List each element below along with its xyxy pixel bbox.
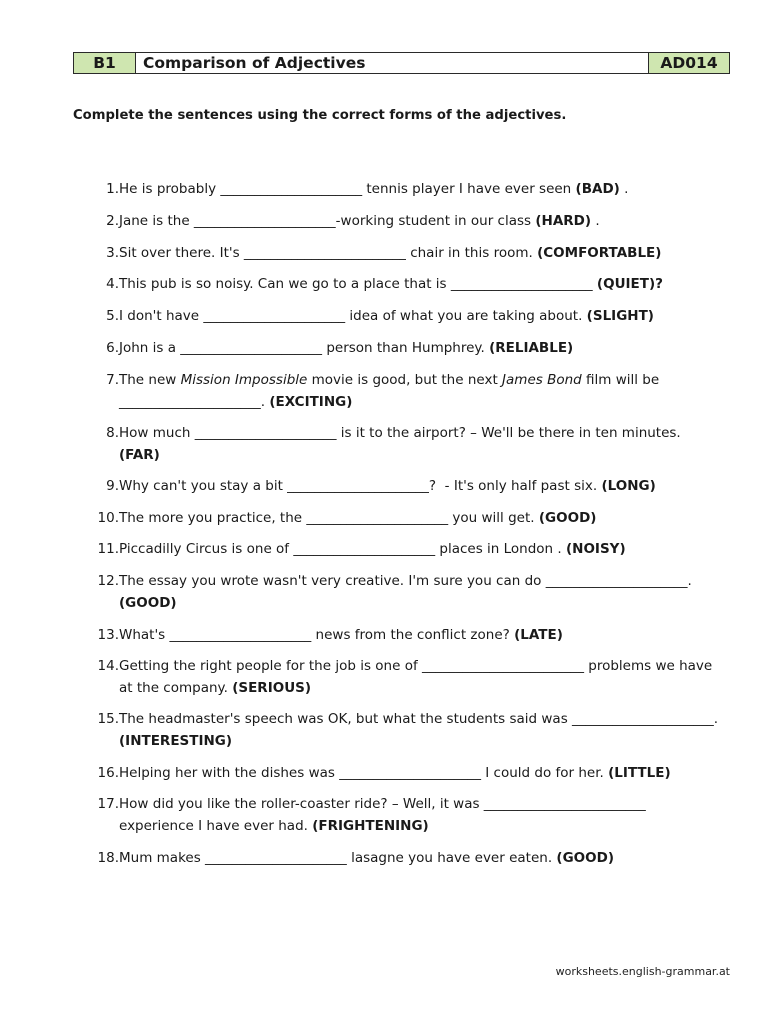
exercise-item: [73, 210, 723, 232]
exercise-item: [73, 242, 723, 264]
exercise-item: [73, 178, 723, 200]
item-number: 2.: [106, 213, 119, 229]
item-number: 18.: [97, 850, 119, 866]
exercise-item: [73, 655, 723, 699]
exercise-item: [73, 305, 723, 327]
item-number: 6.: [106, 340, 119, 356]
item-number: 7.: [106, 372, 119, 388]
worksheet-title: Comparison of Adjectives: [136, 53, 649, 73]
item-number: 8.: [106, 425, 119, 441]
item-number: 5.: [106, 308, 119, 324]
item-number: 10.: [97, 510, 119, 526]
item-sentence: Sit over there. It's ________________________ chair in this room. (COMFORTABLE): [119, 245, 662, 261]
instruction-text: Complete the sentences using the correct forms of the adjectives.: [73, 108, 567, 123]
exercise-item: [73, 369, 723, 413]
item-sentence: How much _____________________ is it to the airport? – We'll be there in ten minutes. (FAR): [119, 425, 681, 463]
item-sentence: Piccadilly Circus is one of _____________________ places in London . (NOISY): [119, 541, 626, 557]
item-sentence: This pub is so noisy. Can we go to a place that is _____________________ (QUIET)?: [119, 276, 663, 292]
level-badge: B1: [74, 53, 136, 73]
exercise-item: [73, 337, 723, 359]
item-sentence: The more you practice, the _____________________ you will get. (GOOD): [119, 510, 597, 526]
item-sentence: Mum makes _____________________ lasagne you have ever eaten. (GOOD): [119, 850, 614, 866]
item-number: 4.: [106, 276, 119, 292]
item-number: 14.: [97, 658, 119, 674]
worksheet-header: [73, 52, 730, 74]
exercise-item: [73, 847, 723, 869]
item-number: 13.: [97, 627, 119, 643]
item-sentence: The headmaster's speech was OK, but what the students said was _____________________. (INTERESTING): [119, 711, 719, 749]
item-sentence: John is a _____________________ person than Humphrey. (RELIABLE): [119, 340, 574, 356]
exercise-item: [73, 507, 723, 529]
item-number: 11.: [97, 541, 119, 557]
exercise-item: [73, 538, 723, 560]
footer-url: worksheets.english-grammar.at: [555, 965, 730, 978]
item-sentence: Helping her with the dishes was _____________________ I could do for her. (LITTLE): [119, 765, 671, 781]
item-sentence: The essay you wrote wasn't very creative. I'm sure you can do _____________________. (GOOD): [119, 573, 692, 611]
item-sentence: Jane is the _____________________-working student in our class (HARD) .: [119, 213, 600, 229]
exercise-item: [73, 273, 723, 295]
item-number: 12.: [97, 573, 119, 589]
exercise-item: [73, 570, 723, 614]
exercise-item: [73, 708, 723, 752]
item-sentence: I don't have _____________________ idea of what you are taking about. (SLIGHT): [119, 308, 654, 324]
item-number: 9.: [106, 478, 119, 494]
item-sentence: Why can't you stay a bit _____________________? - It's only half past six. (LONG): [119, 478, 656, 494]
item-sentence: What's _____________________ news from the conflict zone? (LATE): [119, 627, 563, 643]
exercise-item: [73, 422, 723, 466]
exercise-item: [73, 475, 723, 497]
item-sentence: Getting the right people for the job is one of ________________________ problems we have at the company. (SERIOUS): [119, 658, 713, 696]
item-number: 17.: [97, 796, 119, 812]
exercise-item: [73, 793, 723, 837]
item-number: 3.: [106, 245, 119, 261]
item-number: 16.: [97, 765, 119, 781]
exercise-item: [73, 762, 723, 784]
item-number: 1.: [106, 181, 119, 197]
worksheet-code: AD014: [649, 53, 729, 73]
exercise-item: [73, 624, 723, 646]
item-sentence: He is probably _____________________ tennis player I have ever seen (BAD) .: [119, 181, 629, 197]
item-sentence: How did you like the roller-coaster ride? – Well, it was ________________________ experience I have ever had. (FRIGHTENING): [119, 796, 646, 834]
item-sentence: The new Mission Impossible movie is good, but the next James Bond film will be _____________________. (EXCITING): [119, 372, 660, 410]
item-number: 15.: [97, 711, 119, 727]
